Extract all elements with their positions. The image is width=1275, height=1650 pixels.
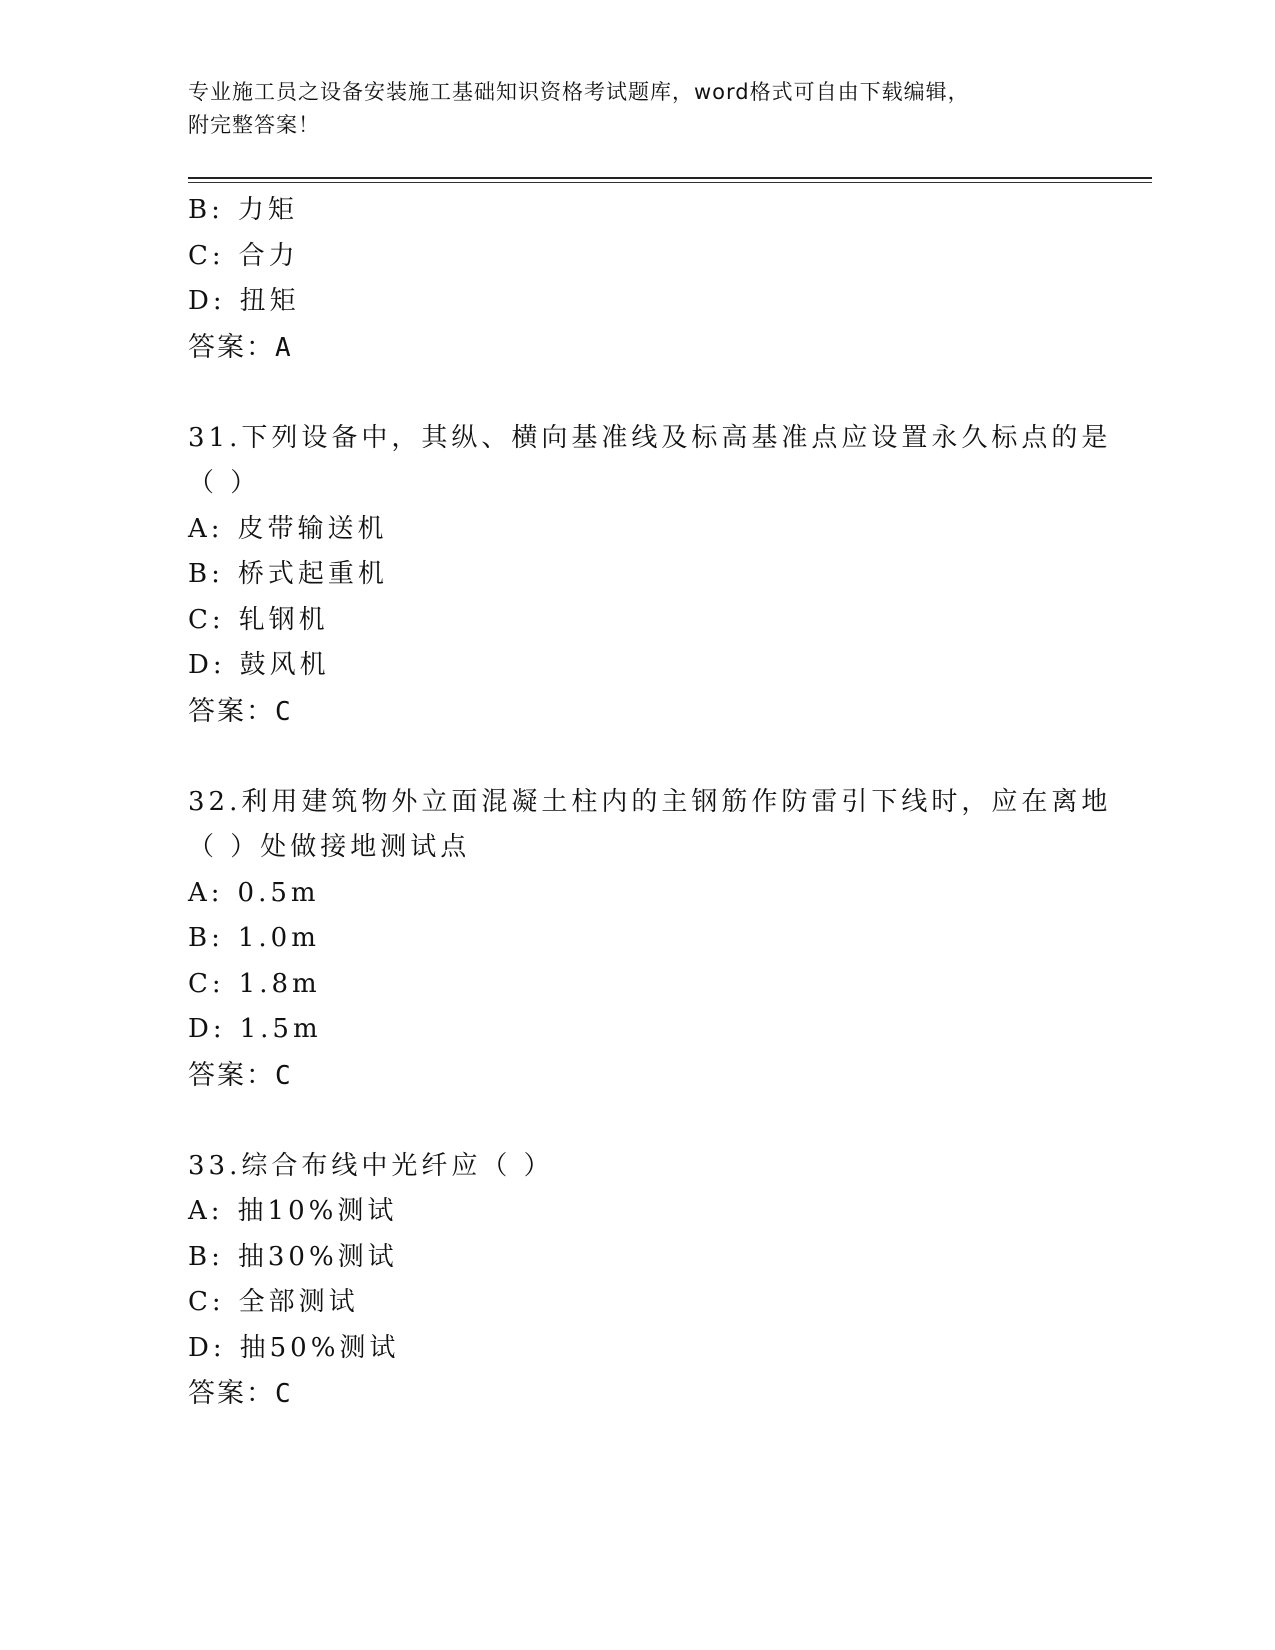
option-key: B: — [188, 559, 224, 589]
answer-line — [188, 325, 1088, 371]
option-key: C: — [188, 1287, 225, 1317]
option-key: A: — [188, 877, 224, 908]
answer-line — [188, 1371, 1088, 1417]
option-c — [188, 598, 1088, 644]
option-text: 力矩 — [237, 195, 298, 225]
option-key: B: — [188, 195, 224, 225]
option-c — [188, 1280, 1088, 1326]
question-stem-line-2: （ ）处做接地测试点 — [188, 832, 471, 862]
option-c — [188, 962, 1088, 1008]
option-key: C: — [188, 240, 225, 271]
option-b — [188, 188, 1088, 234]
option-key: D: — [188, 1014, 226, 1044]
option-text: 扭矩 — [239, 286, 300, 316]
question-33 — [188, 1144, 1088, 1417]
answer-label: 答案： — [188, 1059, 275, 1091]
option-key: A: — [188, 1196, 224, 1226]
option-text: 1.8m — [238, 968, 321, 999]
option-d — [188, 1326, 1088, 1372]
question-spacer — [188, 1098, 1088, 1144]
question-spacer — [188, 734, 1088, 780]
header-line-1: 专业施工员之设备安装施工基础知识资格考试题库，word格式可自由下载编辑， — [188, 80, 970, 104]
option-a — [188, 507, 1088, 553]
option-key: B: — [188, 1241, 224, 1272]
option-text: 1.0m — [237, 923, 320, 953]
question-spacer — [188, 370, 1088, 416]
question-stem-line-1: 33.综合布线中光纤应（ ） — [188, 1150, 554, 1181]
answer-value: C — [275, 1060, 293, 1091]
option-d — [188, 643, 1088, 689]
header-line-2: 附完整答案！ — [188, 113, 320, 137]
answer-line — [188, 689, 1088, 735]
answer-label: 答案： — [188, 695, 275, 727]
option-text: 全部测试 — [238, 1287, 359, 1317]
option-key: D: — [188, 286, 226, 316]
option-c — [188, 234, 1088, 280]
question-stem-line-2: （ ） — [188, 468, 261, 498]
answer-value: C — [275, 1379, 293, 1409]
option-b — [188, 916, 1088, 962]
question-content — [188, 188, 1112, 1417]
option-text: 合力 — [238, 240, 299, 271]
option-key: C: — [188, 968, 225, 999]
option-b — [188, 552, 1088, 598]
carryover-question — [188, 188, 1088, 370]
answer-line — [188, 1053, 1088, 1099]
question-32 — [188, 780, 1112, 1099]
option-a — [188, 1189, 1088, 1235]
option-key: D: — [188, 650, 226, 680]
option-key: B: — [188, 923, 224, 953]
answer-value: A — [275, 332, 293, 363]
option-d — [188, 1007, 1088, 1053]
answer-label: 答案： — [188, 1378, 275, 1409]
option-text: 皮带输送机 — [237, 513, 388, 544]
option-d — [188, 279, 1088, 325]
option-key: D: — [188, 1332, 226, 1363]
document-header — [188, 76, 1068, 142]
option-text: 抽10%测试 — [237, 1196, 398, 1226]
option-text: 抽50%测试 — [239, 1332, 400, 1363]
question-stem-line-1: 31.下列设备中，其纵、横向基准线及标高基准点应设置永久标点的是 — [188, 422, 1112, 453]
option-text: 0.5m — [237, 877, 320, 908]
question-31 — [188, 416, 1112, 735]
option-text: 轧钢机 — [238, 604, 329, 635]
header-divider-thick — [188, 177, 1152, 179]
answer-value: C — [275, 696, 293, 727]
option-text: 抽30%测试 — [237, 1241, 398, 1272]
header-divider-thin — [188, 182, 1152, 183]
option-a — [188, 871, 1088, 917]
option-text: 1.5m — [239, 1014, 322, 1044]
answer-label: 答案： — [188, 331, 275, 363]
question-stem-line-1: 32.利用建筑物外立面混凝土柱内的主钢筋作防雷引下线时，应在离地 — [188, 786, 1112, 817]
option-b — [188, 1235, 1088, 1281]
option-text: 桥式起重机 — [237, 559, 388, 589]
option-key: A: — [188, 513, 224, 544]
option-key: C: — [188, 604, 225, 635]
option-text: 鼓风机 — [239, 650, 330, 680]
